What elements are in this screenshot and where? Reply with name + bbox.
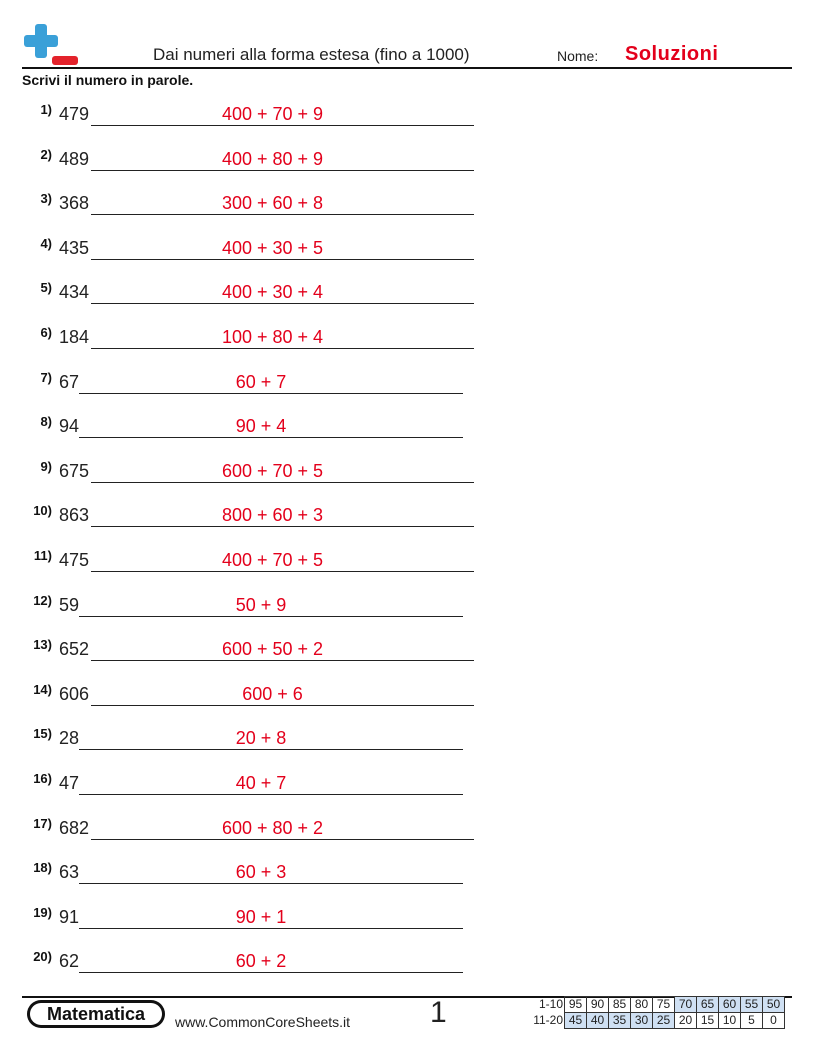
problem-item (0, 370, 520, 400)
answer-line (91, 482, 474, 483)
problem-item (0, 771, 520, 801)
problem-item (0, 548, 520, 578)
site-url: www.CommonCoreSheets.it (175, 1014, 351, 1030)
problem-value: 184 (59, 327, 90, 347)
problem-item (0, 860, 520, 890)
answer-line (91, 839, 474, 840)
problem-number: 7) (40, 370, 52, 385)
answer-line (79, 437, 463, 438)
score-cell: 70 (674, 996, 697, 1013)
problem-value: 67 (59, 372, 80, 392)
problem-value: 59 (59, 595, 80, 615)
problem-item (0, 325, 520, 355)
page-number: 1 (430, 996, 447, 1029)
problem-value: 682 (59, 818, 90, 838)
score-cell: 90 (586, 996, 609, 1013)
problem-number: 15) (33, 726, 52, 741)
problem-value: 435 (59, 238, 90, 258)
score-cell: 55 (740, 996, 763, 1013)
problem-answer: 600 + 50 + 2 (221, 639, 324, 659)
problem-item (0, 236, 520, 266)
problem-number: 3) (40, 191, 52, 206)
problem-answer: 400 + 30 + 4 (221, 282, 324, 302)
problem-answer: 60 + 2 (235, 951, 287, 971)
score-cell: 65 (696, 996, 719, 1013)
problem-answer: 600 + 80 + 2 (221, 818, 324, 838)
problem-answer: 90 + 4 (235, 416, 287, 436)
problem-value: 652 (59, 639, 90, 659)
score-row-label: 11-20 (533, 1013, 563, 1027)
problem-value: 28 (59, 728, 80, 748)
score-cell: 0 (762, 1012, 785, 1029)
problem-answer: 400 + 30 + 5 (221, 238, 324, 258)
score-row-label: 1-10 (538, 997, 563, 1011)
problem-number: 19) (33, 905, 52, 920)
problem-item (0, 726, 520, 756)
answer-line (91, 303, 474, 304)
problem-number: 6) (40, 325, 52, 340)
score-cell: 10 (718, 1012, 741, 1029)
score-cell: 20 (674, 1012, 697, 1029)
name-value: Soluzioni (625, 43, 719, 65)
problem-value: 47 (59, 773, 80, 793)
problem-item (0, 147, 520, 177)
score-cell: 5 (740, 1012, 763, 1029)
problem-answer: 300 + 60 + 8 (221, 193, 324, 213)
problem-value: 606 (59, 684, 90, 704)
answer-line (91, 259, 474, 260)
problem-value: 62 (59, 951, 80, 971)
problem-number: 17) (33, 816, 52, 831)
problem-answer: 90 + 1 (235, 907, 287, 927)
problem-answer: 20 + 8 (235, 728, 287, 748)
answer-line (91, 214, 474, 215)
answer-line (91, 660, 474, 661)
score-cells (565, 1012, 785, 1029)
problem-number: 11) (33, 548, 52, 563)
score-cell: 25 (652, 1012, 675, 1029)
answer-line (91, 125, 474, 126)
problem-answer: 600 + 6 (242, 684, 303, 704)
worksheet-title: Dai numeri alla forma estesa (fino a 1000) (153, 45, 470, 64)
problem-number: 12) (33, 593, 52, 608)
answer-line (91, 571, 474, 572)
answer-line (79, 794, 463, 795)
instructions: Scrivi il numero in parole. (22, 72, 194, 88)
problem-number: 2) (40, 147, 52, 162)
problem-number: 9) (40, 459, 52, 474)
problem-value: 863 (59, 505, 90, 525)
problem-value: 675 (59, 461, 90, 481)
score-cell: 45 (564, 1012, 587, 1029)
score-cell: 50 (762, 996, 785, 1013)
answer-line (91, 526, 474, 527)
problem-answer: 50 + 9 (235, 595, 287, 615)
problem-value: 434 (59, 282, 90, 302)
problem-number: 14) (33, 682, 52, 697)
answer-line (79, 972, 463, 973)
problem-number: 8) (40, 414, 52, 429)
score-cell: 35 (608, 1012, 631, 1029)
score-cell: 75 (652, 996, 675, 1013)
score-cell: 30 (630, 1012, 653, 1029)
problem-value: 479 (59, 104, 90, 124)
problem-answer: 100 + 80 + 4 (221, 327, 324, 347)
name-label: Nome: (557, 48, 599, 64)
problem-number: 18) (33, 860, 52, 875)
problem-item (0, 905, 520, 935)
problem-number: 4) (40, 236, 52, 251)
problem-item (0, 816, 520, 846)
problem-number: 10) (33, 503, 52, 518)
answer-line (79, 616, 463, 617)
problem-item (0, 593, 520, 623)
answer-line (91, 170, 474, 171)
answer-line (79, 749, 463, 750)
problem-value: 475 (59, 550, 90, 570)
score-cell: 95 (564, 996, 587, 1013)
problem-item (0, 682, 520, 712)
answer-line (91, 705, 474, 706)
problem-answer: 60 + 3 (235, 862, 287, 882)
problem-number: 1) (40, 102, 52, 117)
problem-number: 13) (33, 637, 52, 652)
brand-badge (27, 1000, 165, 1028)
problem-item (0, 459, 520, 489)
problem-item (0, 637, 520, 667)
answer-line (79, 928, 463, 929)
problem-answer: 60 + 7 (235, 372, 287, 392)
answer-line (79, 393, 463, 394)
problem-answer: 40 + 7 (235, 773, 287, 793)
problem-value: 368 (59, 193, 90, 213)
problem-answer: 600 + 70 + 5 (221, 461, 324, 481)
problem-answer: 800 + 60 + 3 (221, 505, 324, 525)
score-cell: 85 (608, 996, 631, 1013)
problem-number: 5) (40, 280, 52, 295)
problem-number: 20) (33, 949, 52, 964)
problem-item (0, 280, 520, 310)
score-cell: 80 (630, 996, 653, 1013)
problem-item (0, 414, 520, 444)
problem-item (0, 949, 520, 979)
problem-item (0, 102, 520, 132)
problem-value: 94 (59, 416, 80, 436)
score-cells (565, 996, 785, 1013)
brand-label: Matematica (30, 1003, 162, 1025)
score-cell: 60 (718, 996, 741, 1013)
problem-answer: 400 + 70 + 5 (221, 550, 324, 570)
problem-item (0, 191, 520, 221)
answer-line (91, 348, 474, 349)
score-cell: 40 (586, 1012, 609, 1029)
problem-number: 16) (33, 771, 52, 786)
problem-answer: 400 + 70 + 9 (221, 104, 324, 124)
answer-line (79, 883, 463, 884)
score-cell: 15 (696, 1012, 719, 1029)
problem-answer: 400 + 80 + 9 (221, 149, 324, 169)
problem-value: 489 (59, 149, 90, 169)
problem-value: 91 (59, 907, 80, 927)
problem-item (0, 503, 520, 533)
problem-value: 63 (59, 862, 80, 882)
